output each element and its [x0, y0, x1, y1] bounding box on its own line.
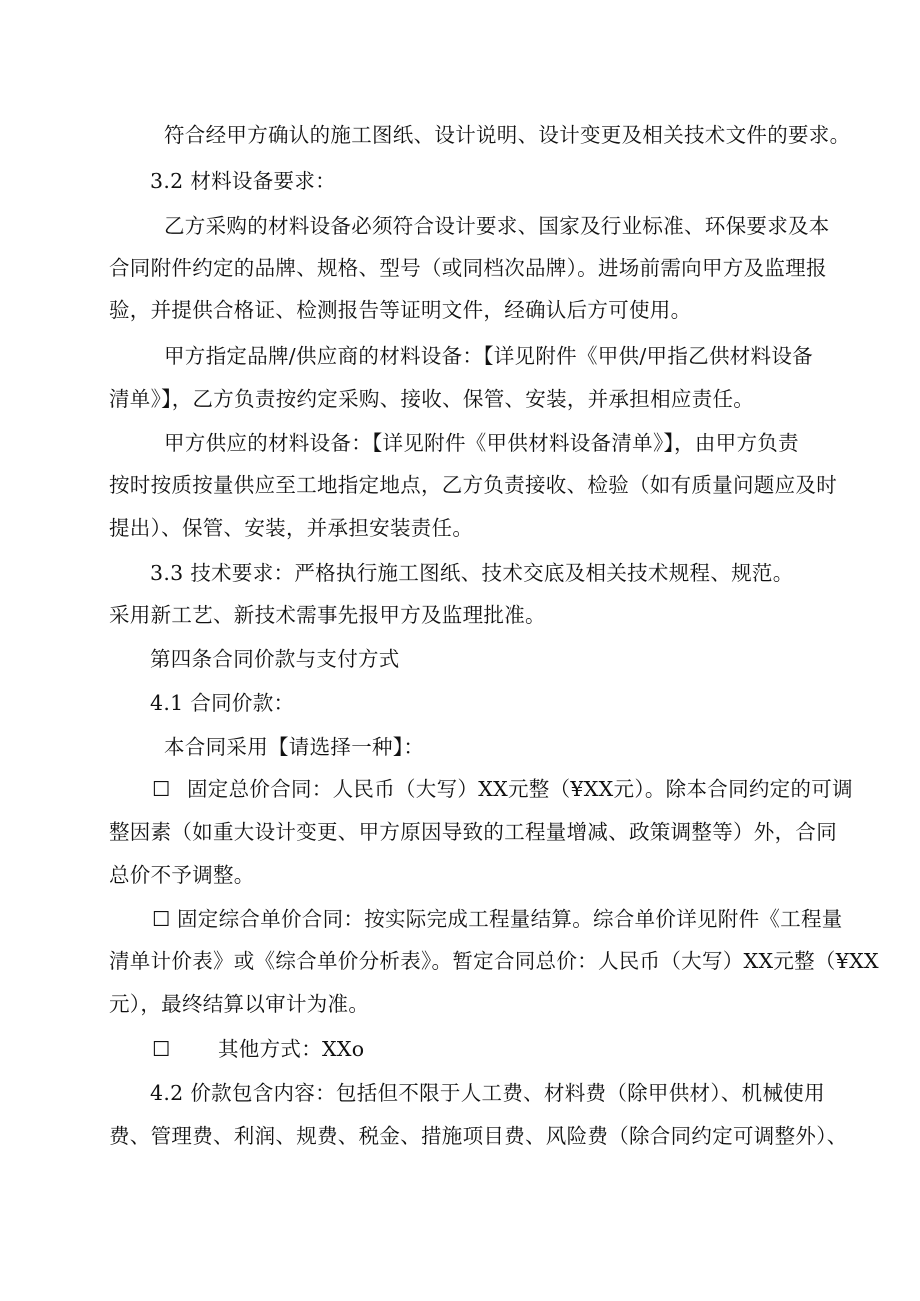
paragraph-line: 甲方指定品牌/供应商的材料设备：【详见附件《甲供/甲指乙供材料设备 [164, 344, 813, 368]
paragraph-line: 按时按质按量供应至工地指定地点，乙方负责接收、检验（如有质量问题应及时 [109, 473, 837, 497]
paragraph-line: 提出）、保管、安装，并承担安装责任。 [109, 516, 474, 540]
paragraph-line: 本合同采用【请选择一种】： [164, 735, 425, 759]
paragraph-line: 验，并提供合格证、检测报告等证明文件，经确认后方可使用。 [109, 298, 692, 322]
section-heading-3-3: 3.3 技术要求：严格执行施工图纸、技术交底及相关技术规程、规范。 [150, 561, 794, 585]
section-heading-4-2: 4.2 价款包含内容：包括但不限于人工费、材料费（除甲供材）、机械使用 [150, 1081, 825, 1105]
paragraph-line: 乙方采购的材料设备必须符合设计要求、国家及行业标准、环保要求及本 [164, 214, 830, 238]
option-checkbox-other: ☐ [152, 1037, 171, 1061]
section-heading-4-1: 4.1 合同价款： [150, 691, 295, 715]
paragraph-line: 元），最终结算以审计为准。 [109, 992, 370, 1016]
paragraph-line: 清单》】，乙方负责按约定采购、接收、保管、安装，并承担相应责任。 [109, 387, 755, 411]
option-fixed-total-label: 固定总价合同：人民币（大写）XX元整（¥XX元）。除本合同约定的可调 [187, 777, 853, 801]
paragraph-line: 整因素（如重大设计变更、甲方原因导致的工程量增减、政策调整等）外，合同 [109, 820, 837, 844]
option-unit-price-label: 固定综合单价合同：按实际完成工程量结算。综合单价详见附件《工程量 [177, 907, 843, 931]
article-heading: 第四条合同价款与支付方式 [150, 647, 400, 671]
paragraph-line: 采用新工艺、新技术需事先报甲方及监理批准。 [109, 603, 546, 627]
option-checkbox-fixed-total: ☐ [152, 777, 171, 801]
paragraph-line: 总价不予调整。 [109, 863, 255, 887]
option-checkbox-unit-price: ☐ [152, 907, 171, 931]
paragraph-line: 甲方供应的材料设备：【详见附件《甲供材料设备清单》】，由甲方负责 [164, 431, 799, 455]
paragraph-line: 符合经甲方确认的施工图纸、设计说明、设计变更及相关技术文件的要求。 [164, 123, 851, 147]
paragraph-line: 合同附件约定的品牌、规格、型号（或同档次品牌）。进场前需向甲方及监理报 [109, 256, 827, 280]
paragraph-line: 清单计价表》或《综合单价分析表》。暂定合同总价：人民币（大写）XX元整（¥XX [109, 949, 879, 973]
section-heading-3-2: 3.2 材料设备要求： [150, 169, 336, 193]
option-other-label: 其他方式：XXo [218, 1037, 365, 1061]
paragraph-line: 费、管理费、利润、规费、税金、措施项目费、风险费（除合同约定可调整外）、 [109, 1124, 848, 1148]
